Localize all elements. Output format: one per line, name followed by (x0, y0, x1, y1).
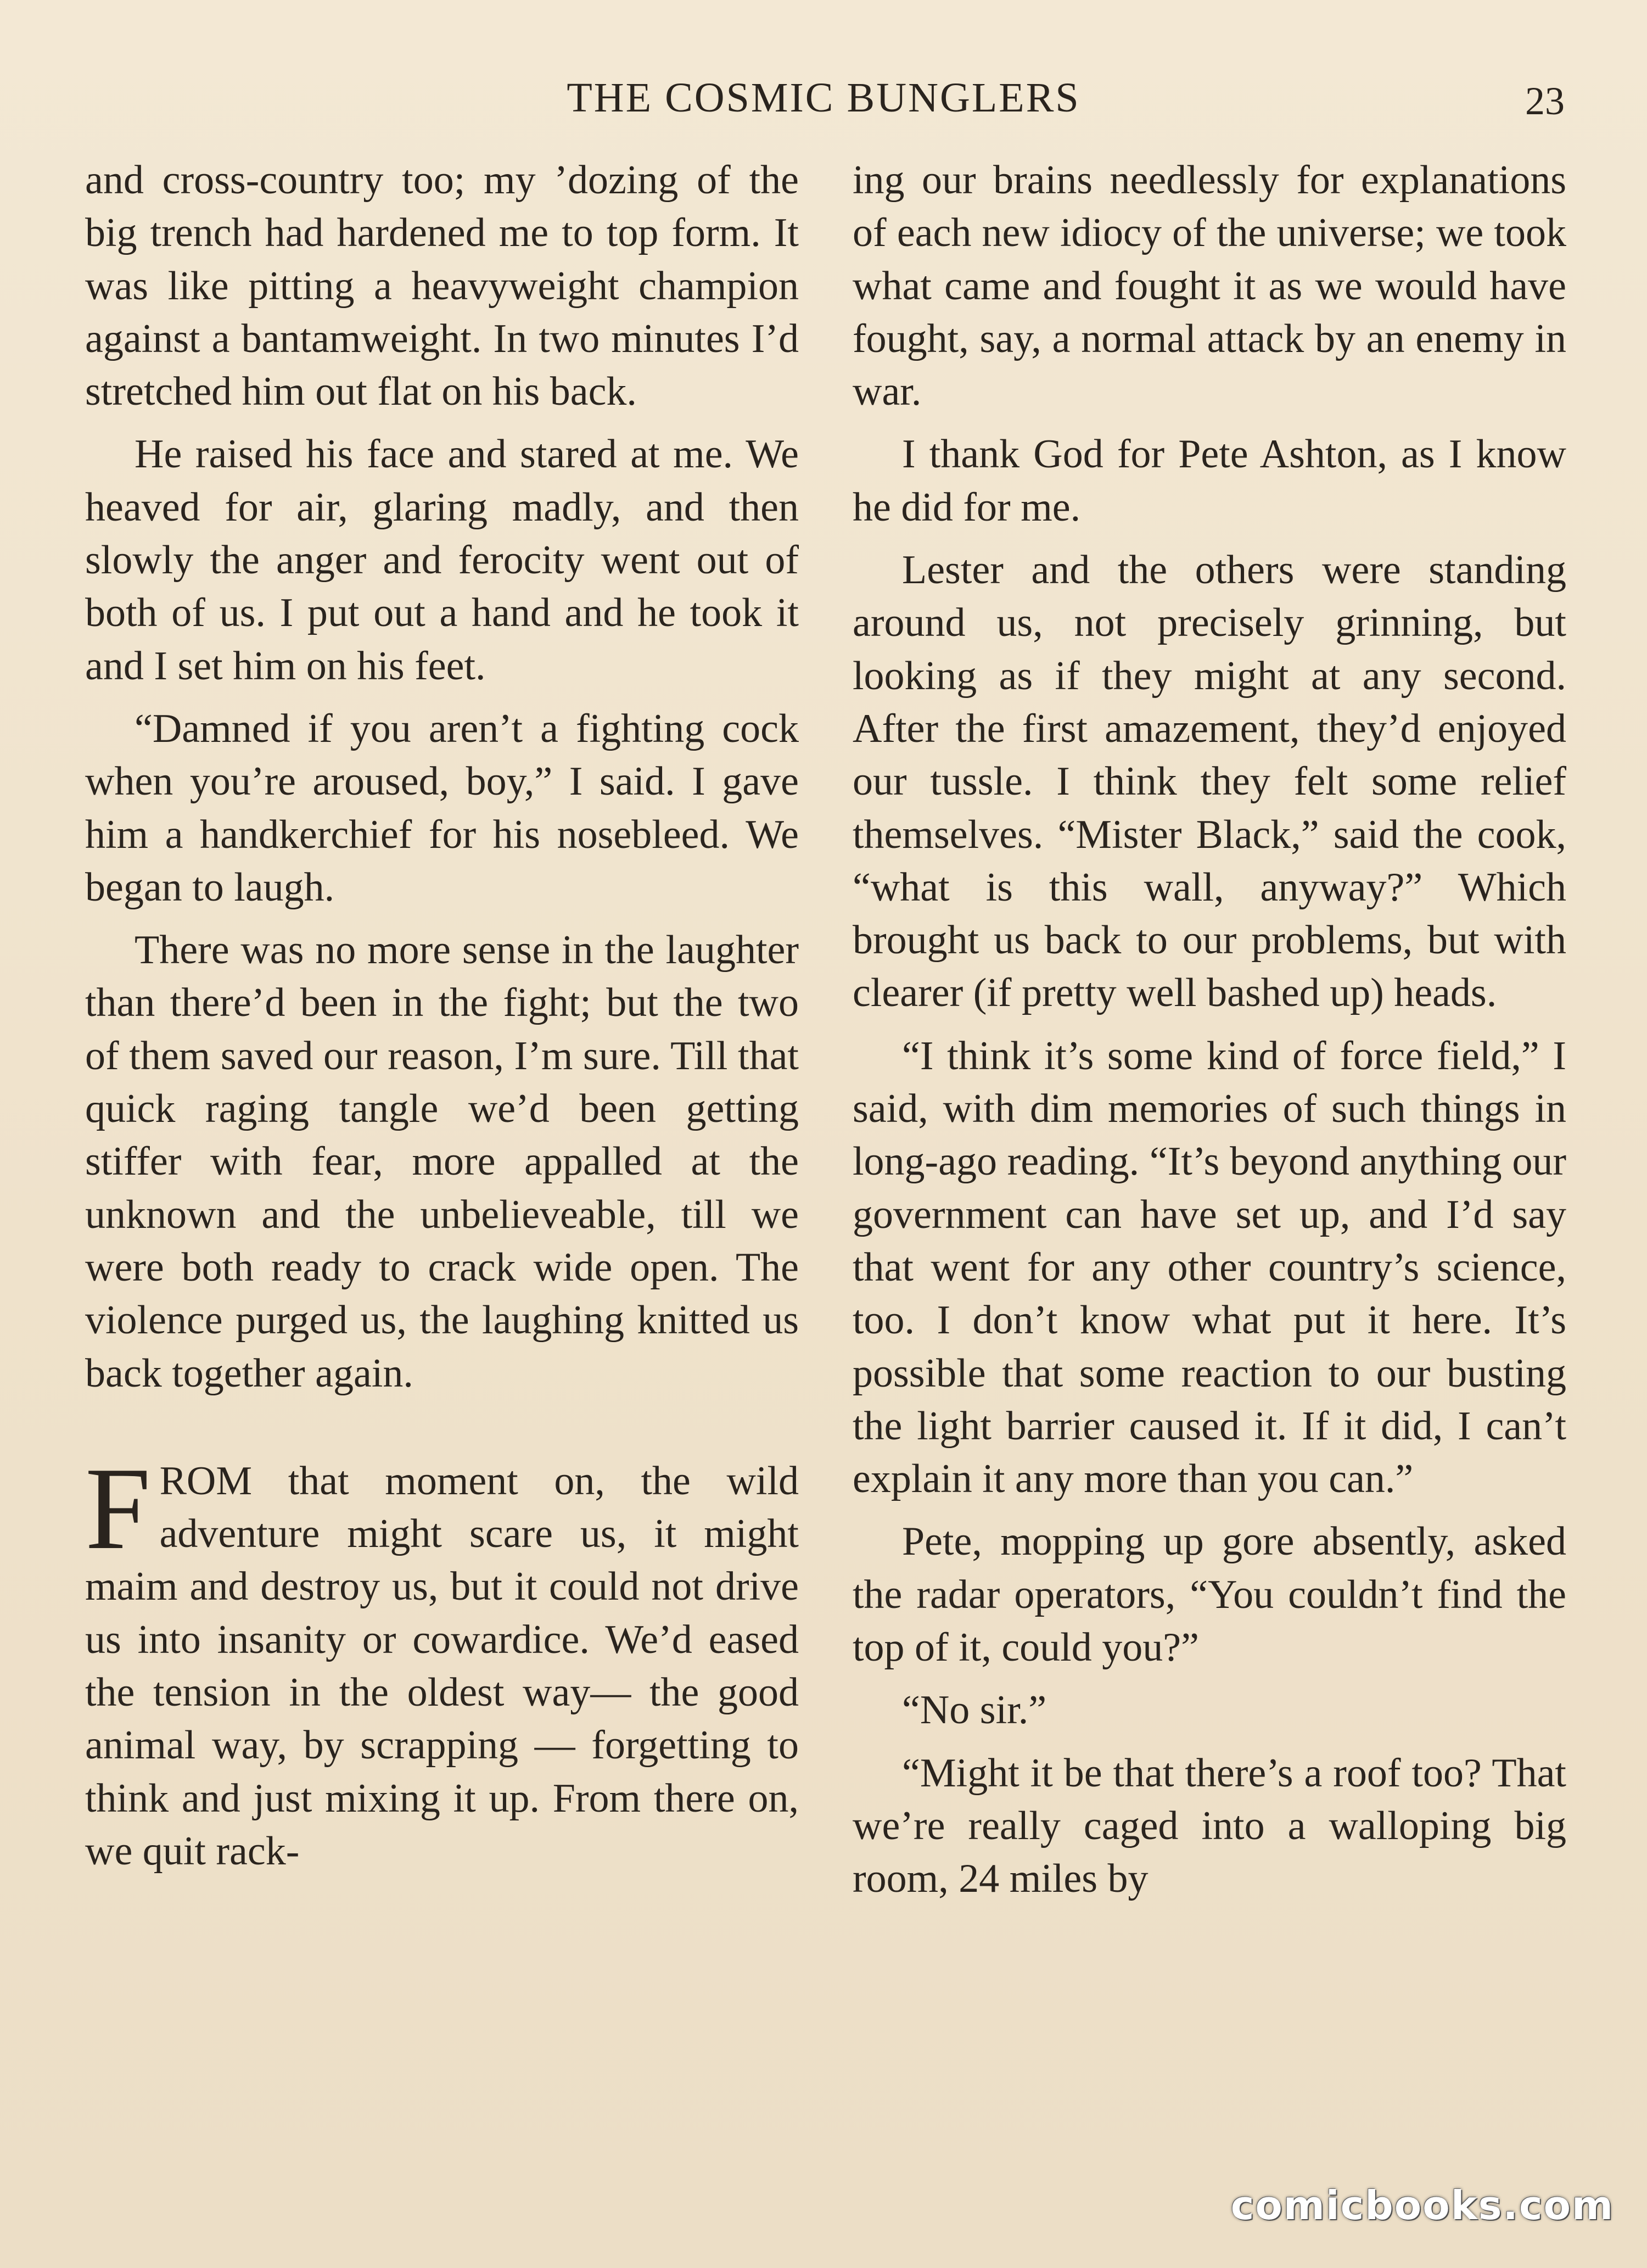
paragraph-text: ROM that moment on, the wild adventure might scare us, it might maim and destroy us, but it could not drive us into insanity or cowardice. We’d eased the tension in the oldest way— the good animal way, by scrapping — forgetting to think and just mixing it up. From there on, we quit rack- (85, 1458, 799, 1874)
paragraph: “Might it be that there’s a roof too? That we’re really caged into a walloping big room, 24 miles by (853, 1750, 1566, 1902)
section-start-paragraph (85, 1442, 799, 1878)
paragraph: “No sir.” (902, 1688, 1047, 1733)
paragraph: Pete, mopping up gore absently, asked the radar operators, “You couldn’t find the top of it, could you?” (853, 1519, 1566, 1671)
paragraph: “I think it’s some kind of force field,” I said, with dim memories of such things in long-ago reading. “It’s beyond anything our government can have set up, and I’d say that went for any other country’s science, too. I don’t know what put it here. It’s possible that some reaction to our busting the light barrier caused it. If it did, I can’t explain it any more than you can.” (853, 1033, 1566, 1502)
running-title: THE COSMIC BUNGLERS (567, 75, 1080, 121)
paragraph: “Damned if you aren’t a fighting cock when you’re aroused, boy,” I said. I gave him a handkerchief for his nosebleed. We began to laugh. (85, 706, 799, 910)
page-header (0, 70, 1647, 131)
paragraph: There was no more sense in the laughter than there’d been in the fight; but the two of them saved our reason, I’m sure. Till that quick raging tangle we’d been getting stiffer with fear, more appalled at the unknown and the unbelieveable, till we were both ready to crack wide open. The violence purged us, the laughing knitted us back together again. (85, 928, 799, 1396)
drop-cap: F (85, 1442, 151, 1574)
page-number: 23 (1525, 79, 1565, 123)
paragraph: I thank God for Pete Ashton, as I know he did for me. (853, 432, 1566, 530)
paragraph: Lester and the others were standing around us, not precisely grinning, but looking as if they might at any second. After the first amazement, they’d enjoyed our tussle. I think they felt some relief themselves. “Mister Black,” said the cook, “what is this wall, anyway?” Which brought us back to our problems, but with clearer (if pretty well bashed up) heads. (853, 548, 1566, 1016)
site-watermark: comicbooks.com (1230, 2182, 1614, 2228)
right-column (853, 154, 1566, 1915)
paragraph: He raised his face and stared at me. We heaved for air, glaring madly, and then slowly the anger and ferocity went out of both of us. I put out a hand and he took it and I set him on his feet. (85, 432, 799, 689)
paragraph: ing our brains needlessly for explanations of each new idiocy of the universe; we took what came and fought it as we would have fought, say, a normal attack by an enemy in war. (853, 158, 1566, 415)
paragraph: and cross-country too; my ’dozing of the big trench had hardened me to top form. It was like pitting a heavyweight champion against a bantamweight. In two minutes I’d stretched him out flat on his back. (85, 158, 799, 415)
left-column (85, 154, 799, 1887)
